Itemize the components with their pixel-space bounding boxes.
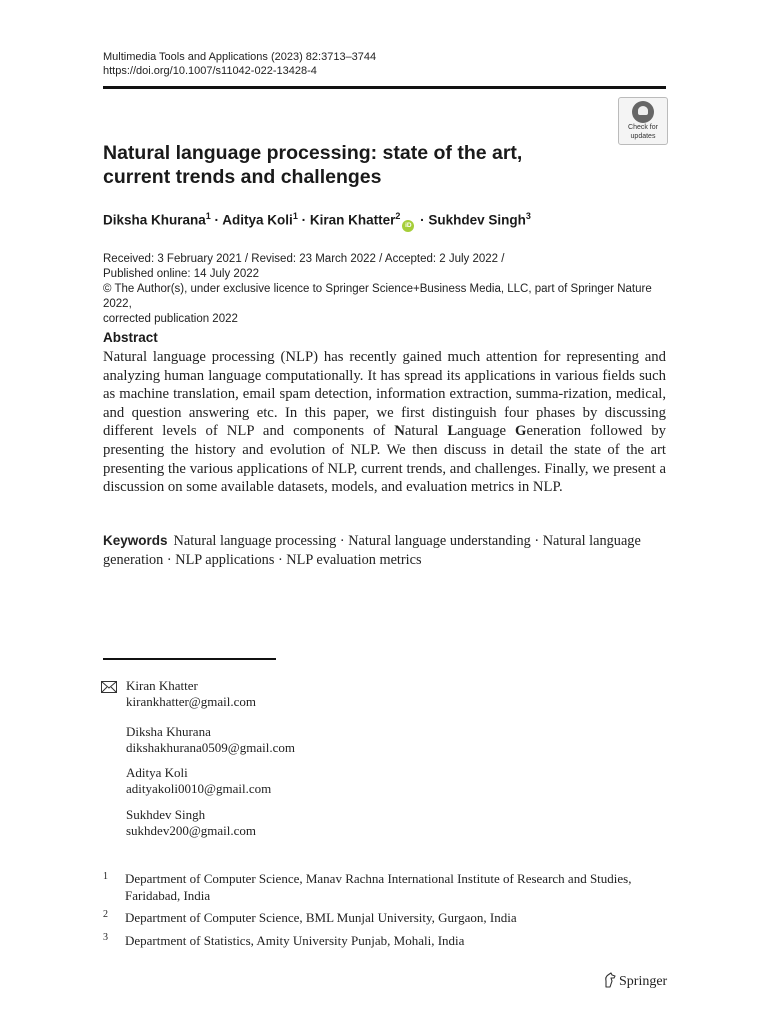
abstract-part-2: eneration followed by presenting the history and evolution of NLP. We then discuss in detail the state of the art presenting the various applications of NLP, current trends, and challenges. Finally, we present a discussion on some available datasets, models, and evaluation metrics in NLP. [103,423,666,496]
author-affiliation-ref: 3 [525,211,531,221]
journal-citation: Multimedia Tools and Applications (2023) 82:3713–3744 [103,51,377,63]
contact-block [126,765,271,797]
author-list: Diksha Khurana$^1$ · Aditya Koli$^1$ · Kiran Khatter$^2$iD · Sukhdev Singh$^3$ [103,211,531,232]
keywords-text: Natural language processing · Natural language understanding · Natural language generation · NLP applications · NLP evaluation metrics [103,533,641,568]
header-rule [103,86,666,89]
affiliation-line: Department of Computer Science, Manav Rachna International Institute of Research and Studies, [125,871,632,886]
nlg-word-2: anguage [457,423,516,440]
affiliation-number: 1 [103,871,108,882]
publisher-name: Springer [619,974,668,989]
keywords-heading: Keywords [103,533,168,548]
paper-title [103,141,583,189]
copyright-line: © The Author(s), under exclusive licence to Springer Science+Business Media, LLC, part of Springer Nature 2022, [103,283,652,310]
keywords [103,532,666,569]
affiliation [125,871,670,904]
author-affiliation-ref: 1 [292,211,298,221]
nlg-initial-l: L [447,423,458,440]
title-line-2: current trends and challenges [103,166,382,188]
contact-email[interactable]: kirankhatter@gmail.com [126,694,257,709]
publication-history [103,252,673,327]
dates-published: Published online: 14 July 2022 [103,268,260,280]
envelope-icon [101,680,117,698]
contact-block [126,678,256,710]
contact-block [126,807,256,839]
abstract-heading: Abstract [103,330,158,345]
journal-header [103,50,376,78]
affiliation-line: Faridabad, India [125,887,211,903]
footnote-rule [103,658,276,660]
bookmark-icon [632,101,654,123]
affiliation-number: 3 [103,932,108,943]
author-affiliation-ref: 1 [205,211,211,221]
copyright-correction: corrected publication 2022 [103,313,238,325]
orcid-icon[interactable]: iD [402,220,414,232]
affiliation [125,933,670,950]
nlg-word-1: atural [404,423,448,440]
contact-block [126,724,295,756]
author-name: Diksha Khurana [103,212,206,228]
contact-name: Diksha Khurana [126,724,211,739]
contact-name: Kiran Khatter [126,678,198,693]
author-name: Sukhdev Singh [428,212,526,228]
abstract-text [103,348,666,497]
author-name: Kiran Khatter [309,212,396,228]
author-affiliation-ref: 2 [395,211,401,221]
contact-name: Aditya Koli [126,765,188,780]
affiliation-line: Department of Statistics, Amity University Punjab, Mohali, India [125,933,465,948]
title-line-1: Natural language processing: state of the art, [103,142,523,164]
nlg-initial-g: G [515,423,527,440]
affiliation [125,910,670,927]
contact-email[interactable]: dikshakhurana0509@gmail.com [126,740,296,755]
contact-email[interactable]: sukhdev200@gmail.com [126,823,257,838]
affiliation-line: Department of Computer Science, BML Munjal University, Gurgaon, India [125,910,517,925]
dates-received: Received: 3 February 2021 / Revised: 23 March 2022 / Accepted: 2 July 2022 / [103,253,505,265]
check-for-updates-badge[interactable] [618,97,668,145]
check-updates-line-1: Check for [628,124,658,131]
springer-horse-icon [603,972,617,988]
check-updates-line-2: updates [630,133,656,140]
contact-email[interactable]: adityakoli0010@gmail.com [126,781,272,796]
nlg-initial-n: N [394,423,405,440]
author-name: Aditya Koli [222,212,293,228]
abstract-part-1: Natural language processing (NLP) has recently gained much attention for representing and analyzing human language computationally. It has spread its applications in various fields such as machine translation, email spam detection, information extraction, summa-rization, medical, and question answering etc. In this paper, we first distinguish four phases by discussing different levels of NLP and components of [103,349,666,440]
publisher-logo [603,972,667,990]
affiliation-number: 2 [103,909,108,920]
doi-link[interactable]: https://doi.org/10.1007/s11042-022-13428-4 [103,65,317,77]
contact-name: Sukhdev Singh [126,807,206,822]
